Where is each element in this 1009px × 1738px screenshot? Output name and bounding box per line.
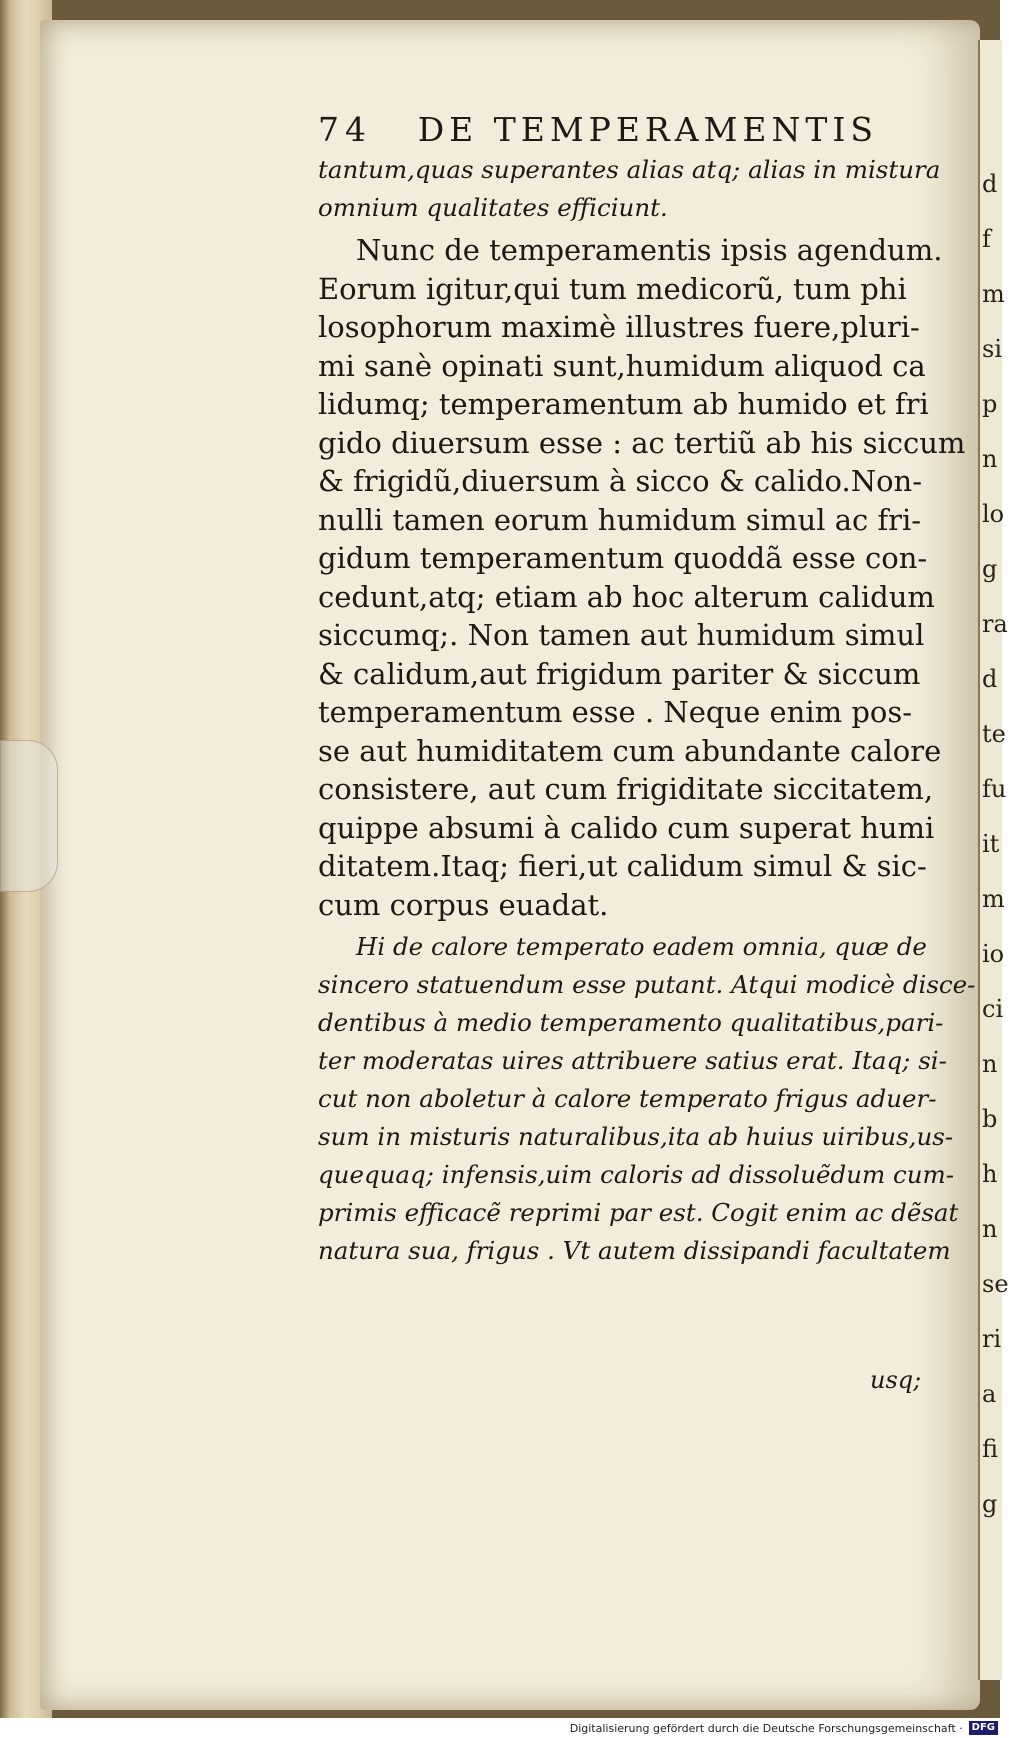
text-line: losophorum maximè illustres fuere,pluri- bbox=[318, 310, 920, 344]
margin-fragment: it bbox=[982, 830, 1000, 858]
text-line: Nunc de temperamentis ipsis agendum. bbox=[356, 233, 943, 267]
margin-fragment: d bbox=[982, 665, 998, 693]
text-line: consistere, aut cum frigiditate siccitatem, bbox=[318, 772, 934, 806]
margin-fragment: f bbox=[982, 225, 991, 253]
margin-fragment: si bbox=[982, 335, 1002, 363]
text-line: se aut humiditatem cum abundante calore bbox=[318, 733, 942, 768]
margin-fragment: g bbox=[982, 1490, 998, 1518]
margin-fragment: m bbox=[982, 885, 1005, 913]
text-line: natura sua, frigus . Vt autem dissipandi facultatem bbox=[318, 1236, 951, 1265]
text-line: quequaq; infensis,uim caloris ad dissoluẽdum cum- bbox=[318, 1160, 955, 1189]
text-line: & frigidũ,diuersum à sicco & calido.Non- bbox=[318, 464, 923, 498]
text-line: gidum temperamentum quoddã esse con- bbox=[318, 541, 928, 575]
dfg-logo: DFG bbox=[969, 1721, 998, 1735]
footer-credit: Digitalisierung gefördert durch die Deutsche Forschungsgemeinschaft · bbox=[569, 1721, 963, 1735]
margin-fragment: te bbox=[982, 720, 1006, 748]
margin-fragment: a bbox=[982, 1380, 997, 1408]
text-line: Eorum igitur,qui tum medicorũ, tum phi bbox=[318, 271, 907, 306]
digitization-footer bbox=[0, 1718, 1000, 1738]
catchword: usq; bbox=[870, 1366, 922, 1394]
margin-fragment: ra bbox=[982, 610, 1008, 638]
text-line: siccumq;. Non tamen aut humidum simul bbox=[318, 618, 925, 652]
margin-fragment: p bbox=[982, 390, 998, 418]
margin-fragment: io bbox=[982, 940, 1005, 968]
margin-fragment: n bbox=[982, 1215, 998, 1243]
text-line: lidumq; temperamentum ab humido et fri bbox=[318, 387, 929, 421]
running-title: DE TEMPERAMENTIS bbox=[417, 110, 878, 149]
text-line: sincero statuendum esse putant. Atqui modicè disce- bbox=[318, 970, 976, 999]
margin-fragment: b bbox=[982, 1105, 998, 1133]
paragraph bbox=[318, 928, 976, 1270]
paragraph bbox=[318, 151, 941, 227]
text-line: nulli tamen eorum humidum simul ac fri- bbox=[318, 502, 922, 537]
text-line: cedunt,atq; etiam ab hoc alterum calidum bbox=[318, 579, 935, 614]
text-line: ditatem.Itaq; fieri,ut calidum simul & sic- bbox=[318, 849, 927, 883]
text-line: cut non aboletur à calore temperato frigus aduer- bbox=[318, 1084, 937, 1113]
margin-fragment: se bbox=[982, 1270, 1009, 1298]
margin-fragment: n bbox=[982, 445, 998, 473]
text-line: dentibus à medio temperamento qualitatibus,pari- bbox=[318, 1008, 944, 1037]
running-head bbox=[318, 110, 878, 149]
text-line: quippe absumi à calido cum superat humi bbox=[318, 810, 935, 845]
paragraph bbox=[318, 231, 966, 924]
text-line: primis efficacẽ reprimi par est. Cogit enim ac dẽsat bbox=[318, 1198, 959, 1227]
page-text-block bbox=[318, 110, 976, 1270]
margin-fragment: m bbox=[982, 280, 1005, 308]
text-line: mi sanè opinati sunt,humidum aliquod ca bbox=[318, 348, 926, 383]
text-line: tantum,quas superantes alias atq; alias in mistura bbox=[318, 155, 941, 184]
margin-fragment: fu bbox=[982, 775, 1007, 803]
text-line: & calidum,aut frigidum pariter & siccum bbox=[318, 656, 921, 691]
page-number: 74 bbox=[318, 110, 372, 149]
margin-fragment: fi bbox=[982, 1435, 999, 1463]
text-line: temperamentum esse . Neque enim pos- bbox=[318, 695, 913, 729]
margin-fragment: n bbox=[982, 1050, 998, 1078]
text-line: Hi de calore temperato eadem omnia, quæ de bbox=[356, 932, 927, 961]
text-line: gido diuersum esse : ac tertiũ ab his siccum bbox=[318, 425, 966, 460]
page-clip bbox=[0, 740, 58, 892]
text-line: cum corpus euadat. bbox=[318, 887, 609, 922]
margin-fragment: g bbox=[982, 555, 998, 583]
body-text bbox=[318, 151, 976, 1270]
margin-fragment: h bbox=[982, 1160, 998, 1188]
margin-fragment: lo bbox=[982, 500, 1005, 528]
text-line: sum in misturis naturalibus,ita ab huius uiribus,us- bbox=[318, 1122, 954, 1151]
margin-fragment: ci bbox=[982, 995, 1004, 1023]
margin-fragment: ri bbox=[982, 1325, 1002, 1353]
text-line: omnium qualitates efficiunt. bbox=[318, 193, 668, 222]
text-line: ter moderatas uires attribuere satius erat. Itaq; si- bbox=[318, 1046, 947, 1075]
margin-fragment: d bbox=[982, 170, 998, 198]
